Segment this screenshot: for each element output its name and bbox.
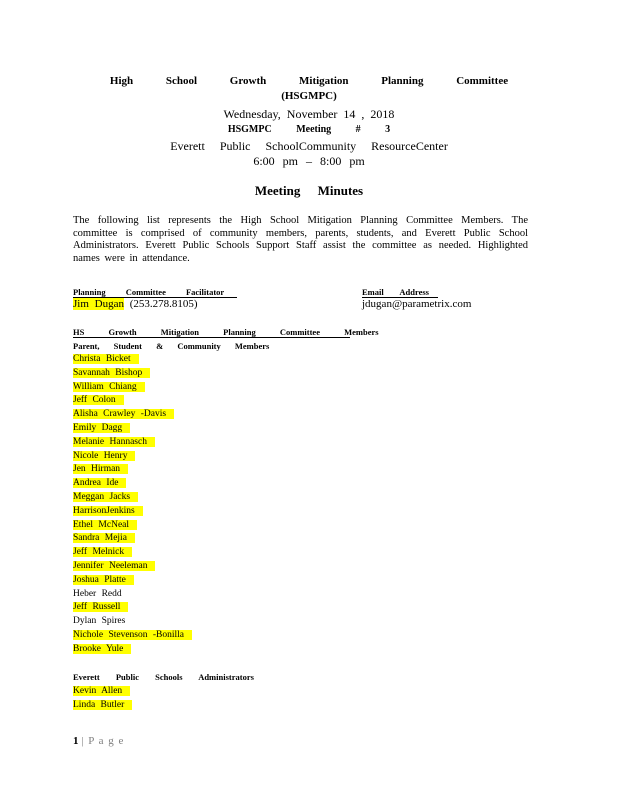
members-heading: HS Growth Mitigation Planning Committee Members (73, 327, 379, 337)
member-item (73, 505, 143, 517)
title-line-2: (HSGMPC) (281, 90, 337, 102)
intro-paragraph: The following list represents the High School Mitigation Planning Committee Members. The committee is comprised of community members, parents, students, and Everett Public School Administrators. Everett Public Schools Support Staff assist the committee as needed. Highlighted names were in attendance. (73, 215, 528, 264)
administrator-name: Linda Butler (73, 700, 132, 710)
member-name: Jeff Colon (73, 395, 124, 405)
member-name: Emily Dagg (73, 423, 130, 433)
page-number: 1 (73, 735, 79, 747)
member-name: Meggan Jacks (73, 492, 138, 502)
page-label: | P a g e (81, 735, 125, 747)
member-name: Jeff Russell (73, 602, 128, 612)
member-name: Melanie Hannasch (73, 437, 155, 447)
member-item (73, 588, 122, 600)
member-name: Brooke Yule (73, 644, 131, 654)
member-item (73, 408, 174, 420)
facilitator-label: Planning Committee Facilitator (73, 287, 237, 298)
facilitator-row (73, 298, 198, 310)
member-name: Andrea Ide (73, 478, 126, 488)
member-name: HarrisonJenkins (73, 506, 143, 516)
member-item (73, 381, 145, 393)
member-name: Sandra Mejia (73, 533, 135, 543)
member-name: Nichole Stevenson -Bonilla (73, 630, 192, 640)
member-item (73, 463, 128, 475)
member-name: Jeff Melnick (73, 547, 132, 557)
member-item (73, 546, 132, 558)
members-subheading: Parent, Student & Community Members (73, 341, 270, 351)
member-name: Ethel McNeal (73, 520, 137, 530)
administrators-heading: Everett Public Schools Administrators (73, 672, 254, 682)
member-name: Dylan Spires (73, 616, 126, 627)
member-item (73, 450, 135, 462)
member-item (73, 532, 135, 544)
member-item (73, 519, 137, 531)
member-item (73, 394, 124, 406)
member-name: Heber Redd (73, 588, 122, 599)
title-line-1: High School Growth Mitigation Planning Committee (109, 75, 509, 87)
member-item (73, 601, 128, 613)
member-name: Alisha Crawley -Davis (73, 409, 174, 419)
meeting-date: Wednesday, November 14 , 2018 (223, 107, 395, 121)
member-item (73, 367, 150, 379)
facilitator-name: Jim Dugan (73, 298, 124, 310)
member-name: Savannah Bishop (73, 368, 150, 378)
email-label: Email Address (362, 287, 438, 298)
facilitator-email[interactable]: jdugan@parametrix.com (362, 298, 472, 310)
member-name: Joshua Platte (73, 575, 134, 585)
meeting-number: HSGMPC Meeting # 3 (227, 124, 391, 135)
member-item (73, 629, 192, 641)
member-name: Christa Bicket (73, 354, 139, 364)
administrator-item (73, 685, 130, 697)
page-footer (73, 735, 124, 747)
facilitator-phone: (253.278.8105) (129, 298, 198, 310)
member-item (73, 560, 155, 572)
member-item (73, 436, 155, 448)
member-item (73, 615, 125, 627)
member-item (73, 491, 138, 503)
member-item (73, 643, 131, 655)
member-item (73, 477, 126, 489)
member-item (73, 422, 130, 434)
member-name: William Chiang (73, 382, 145, 392)
administrator-item (73, 699, 132, 711)
member-item (73, 353, 139, 365)
member-name: Jen Hirman (73, 464, 128, 474)
meeting-time: 6:00 pm – 8:00 pm (253, 154, 365, 168)
member-item (73, 574, 134, 586)
meeting-location: Everett Public SchoolCommunity ResourceCenter (170, 139, 448, 153)
minutes-heading: Meeting Minutes (254, 183, 364, 198)
member-name: Nicole Henry (73, 451, 135, 461)
member-name: Jennifer Neeleman (73, 561, 155, 571)
administrator-name: Kevin Allen (73, 686, 130, 696)
